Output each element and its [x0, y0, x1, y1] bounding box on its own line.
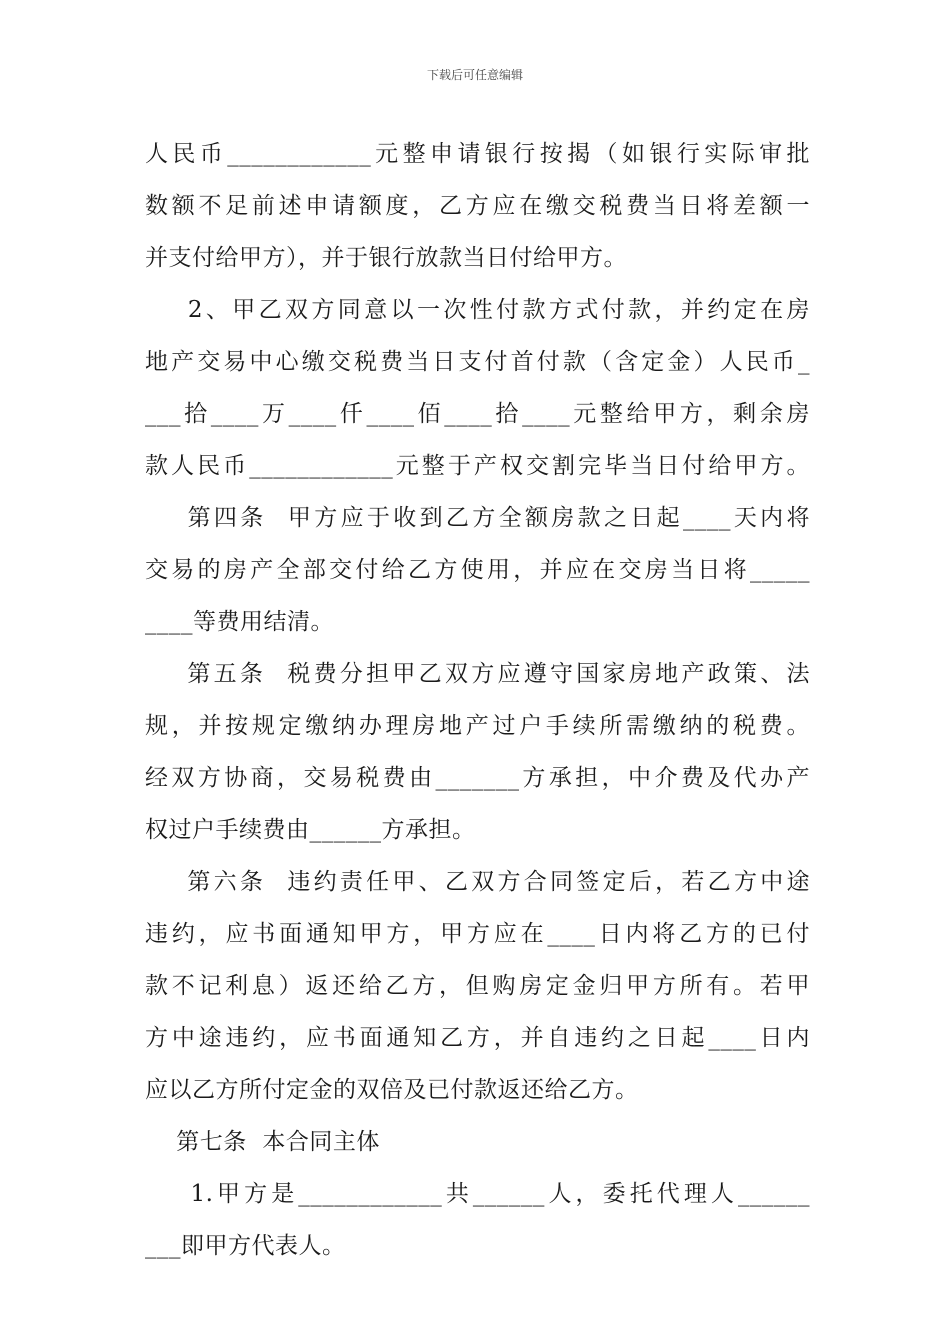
- text-line: 人民币____________元整申请银行按揭（如银行实际审批: [145, 141, 810, 167]
- text-line: 权过户手续费由______方承担。: [145, 817, 476, 843]
- text-line: 1.甲方是____________共______人，委托代理人______: [145, 1181, 810, 1207]
- text-line: 违约，应书面通知甲方，甲方应在____日内将乙方的已付: [145, 921, 810, 947]
- page-header-note: 下载后可任意编辑: [426, 68, 523, 82]
- text-line: 第六条 违约责任甲、乙双方合同签定后，若乙方中途: [145, 869, 810, 895]
- text-line: 规，并按规定缴纳办理房地产过户手续所需缴纳的税费。: [145, 713, 810, 739]
- text-line: 并支付给甲方），并于银行放款当日付给甲方。: [145, 245, 627, 271]
- text-line: 方中途违约，应书面通知乙方，并自违约之日起____日内: [145, 1025, 810, 1051]
- text-line: ____等费用结清。: [145, 609, 334, 635]
- text-line: 地产交易中心缴交税费当日支付首付款（含定金）人民币_: [145, 349, 810, 375]
- section-heading: 第七条 本合同主体: [145, 1129, 380, 1155]
- text-line: 数额不足前述申请额度，乙方应在缴交税费当日将差额一: [145, 193, 810, 219]
- text-line: 交易的房产全部交付给乙方使用，并应在交房当日将_____: [145, 557, 810, 583]
- text-line: 2、甲乙双方同意以一次性付款方式付款，并约定在房: [145, 297, 810, 323]
- text-line: 应以乙方所付定金的双倍及已付款返还给乙方。: [145, 1077, 639, 1103]
- text-line: 第五条 税费分担甲乙双方应遵守国家房地产政策、法: [145, 661, 810, 687]
- document-body: [145, 128, 810, 1272]
- text-line: ___拾____万____仟____佰____拾____元整给甲方，剩余房: [145, 401, 810, 427]
- text-line: 款人民币____________元整于产权交割完毕当日付给甲方。: [145, 453, 810, 479]
- text-line: 经双方协商，交易税费由_______方承担，中介费及代办产: [145, 765, 810, 791]
- text-line: ___即甲方代表人。: [145, 1233, 346, 1259]
- text-line: 款不记利息）返还给乙方，但购房定金归甲方所有。若甲: [145, 973, 810, 999]
- text-line: 第四条 甲方应于收到乙方全额房款之日起____天内将: [145, 505, 810, 531]
